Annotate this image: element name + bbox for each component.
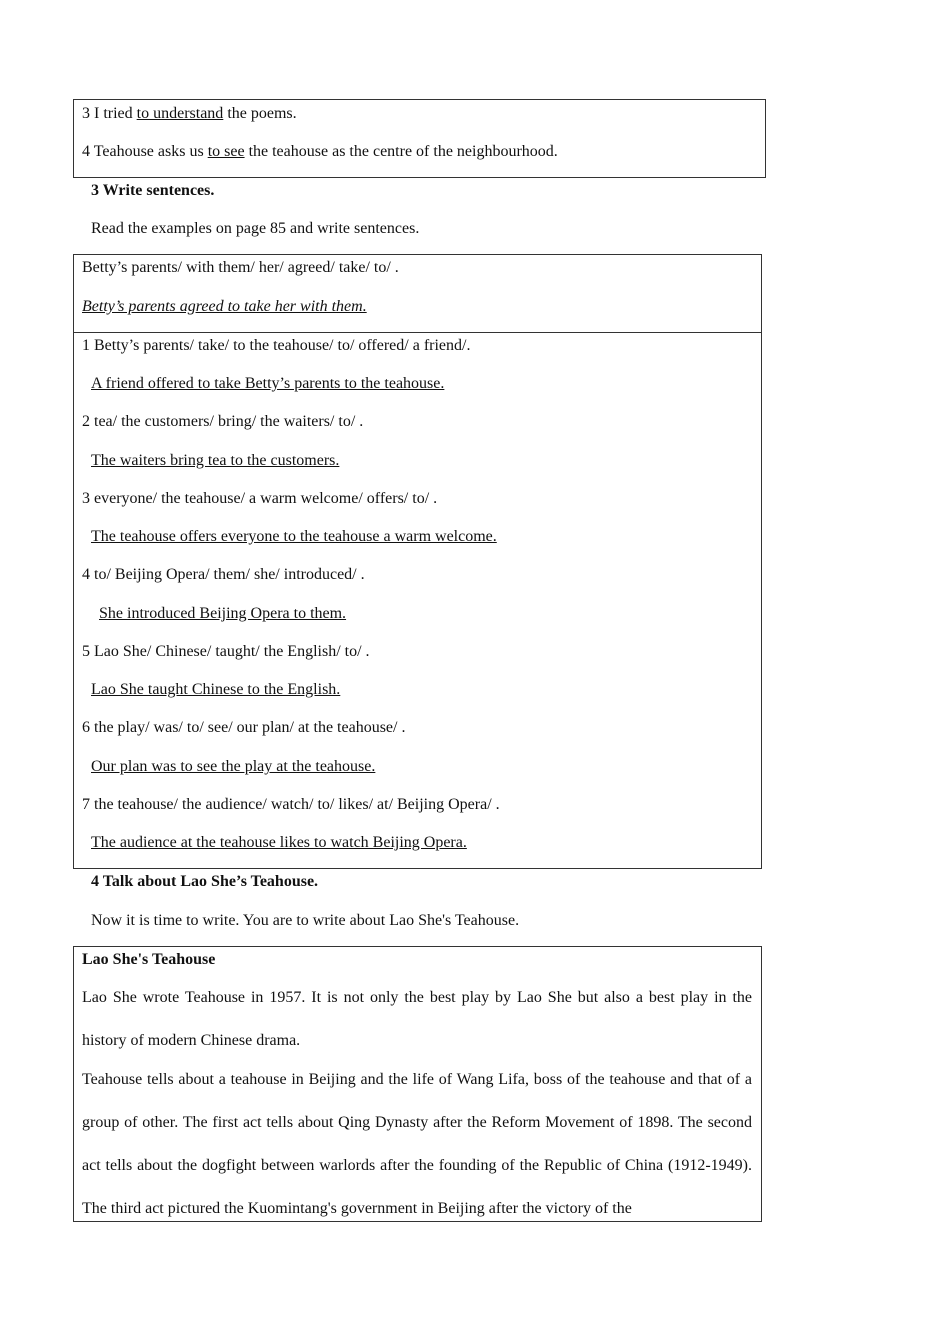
example-prompt: Betty’s parents/ with them/ her/ agreed/ take/ to/ . xyxy=(82,259,399,276)
sentence-3 xyxy=(82,104,297,124)
item-6-prompt: 6 the play/ was/ to/ see/ our plan/ at the teahouse/ . xyxy=(82,719,406,736)
sentence-4 xyxy=(82,142,558,162)
sentence-3-start: 3 I tried xyxy=(82,105,137,122)
item-2-answer: The waiters bring tea to the customers. xyxy=(91,452,340,469)
item-3-prompt: 3 everyone/ the teahouse/ a warm welcome/ offers/ to/ . xyxy=(82,490,438,507)
essay-paragraph-2: Teahouse tells about a teahouse in Beijing and the life of Wang Lifa, boss of the teahouse and that of a group of other. The first act tells about Qing Dynasty after the Reform Movement of 1898. The second act tells about the dogfight between warlords after the founding of the Republic of China (1912-1949). The third act pictured the Kuomintang's government in Beijing after the victory of the xyxy=(82,1071,752,1217)
item-7-answer: The audience at the teahouse likes to watch Beijing Opera. xyxy=(91,834,467,851)
section-3-instruction: Read the examples on page 85 and write sentences. xyxy=(91,220,420,237)
sentence-3-underlined: to understand xyxy=(136,105,224,122)
item-1-answer: A friend offered to take Betty’s parents to the teahouse. xyxy=(91,375,445,392)
item-1-prompt: 1 Betty’s parents/ take/ to the teahouse/ to/ offered/ a friend/. xyxy=(82,337,471,354)
item-5-prompt: 5 Lao She/ Chinese/ taught/ the English/ to/ . xyxy=(82,643,370,660)
item-6-answer: Our plan was to see the play at the teahouse. xyxy=(91,758,376,775)
sentence-4-start: 4 Teahouse asks us xyxy=(82,143,208,160)
essay-paragraph-1: Lao She wrote Teahouse in 1957. It is not only the best play by Lao She but also a best play in the history of modern Chinese drama. xyxy=(82,989,752,1049)
essay-title: Lao She's Teahouse xyxy=(82,951,216,968)
item-2-prompt: 2 tea/ the customers/ bring/ the waiters/ to/ . xyxy=(82,413,364,430)
item-7-prompt: 7 the teahouse/ the audience/ watch/ to/ likes/ at/ Beijing Opera/ . xyxy=(82,796,500,813)
example-answer: Betty’s parents agreed to take her with them. xyxy=(82,298,367,315)
section-3-heading: 3 Write sentences. xyxy=(91,182,215,199)
section-4-heading: 4 Talk about Lao She’s Teahouse. xyxy=(91,873,319,890)
item-3-answer: The teahouse offers everyone to the teahouse a warm welcome. xyxy=(91,528,497,545)
item-4-answer: She introduced Beijing Opera to them. xyxy=(99,605,347,622)
section-4-instruction: Now it is time to write. You are to write about Lao She's Teahouse. xyxy=(91,912,520,929)
sentence-4-underlined: to see xyxy=(207,143,245,160)
sentence-4-end: the teahouse as the centre of the neighbourhood. xyxy=(244,143,558,160)
item-4-prompt: 4 to/ Beijing Opera/ them/ she/ introduced/ . xyxy=(82,566,365,583)
exercise-divider xyxy=(73,332,762,333)
sentence-3-end: the poems. xyxy=(223,105,297,122)
item-5-answer: Lao She taught Chinese to the English. xyxy=(91,681,341,698)
